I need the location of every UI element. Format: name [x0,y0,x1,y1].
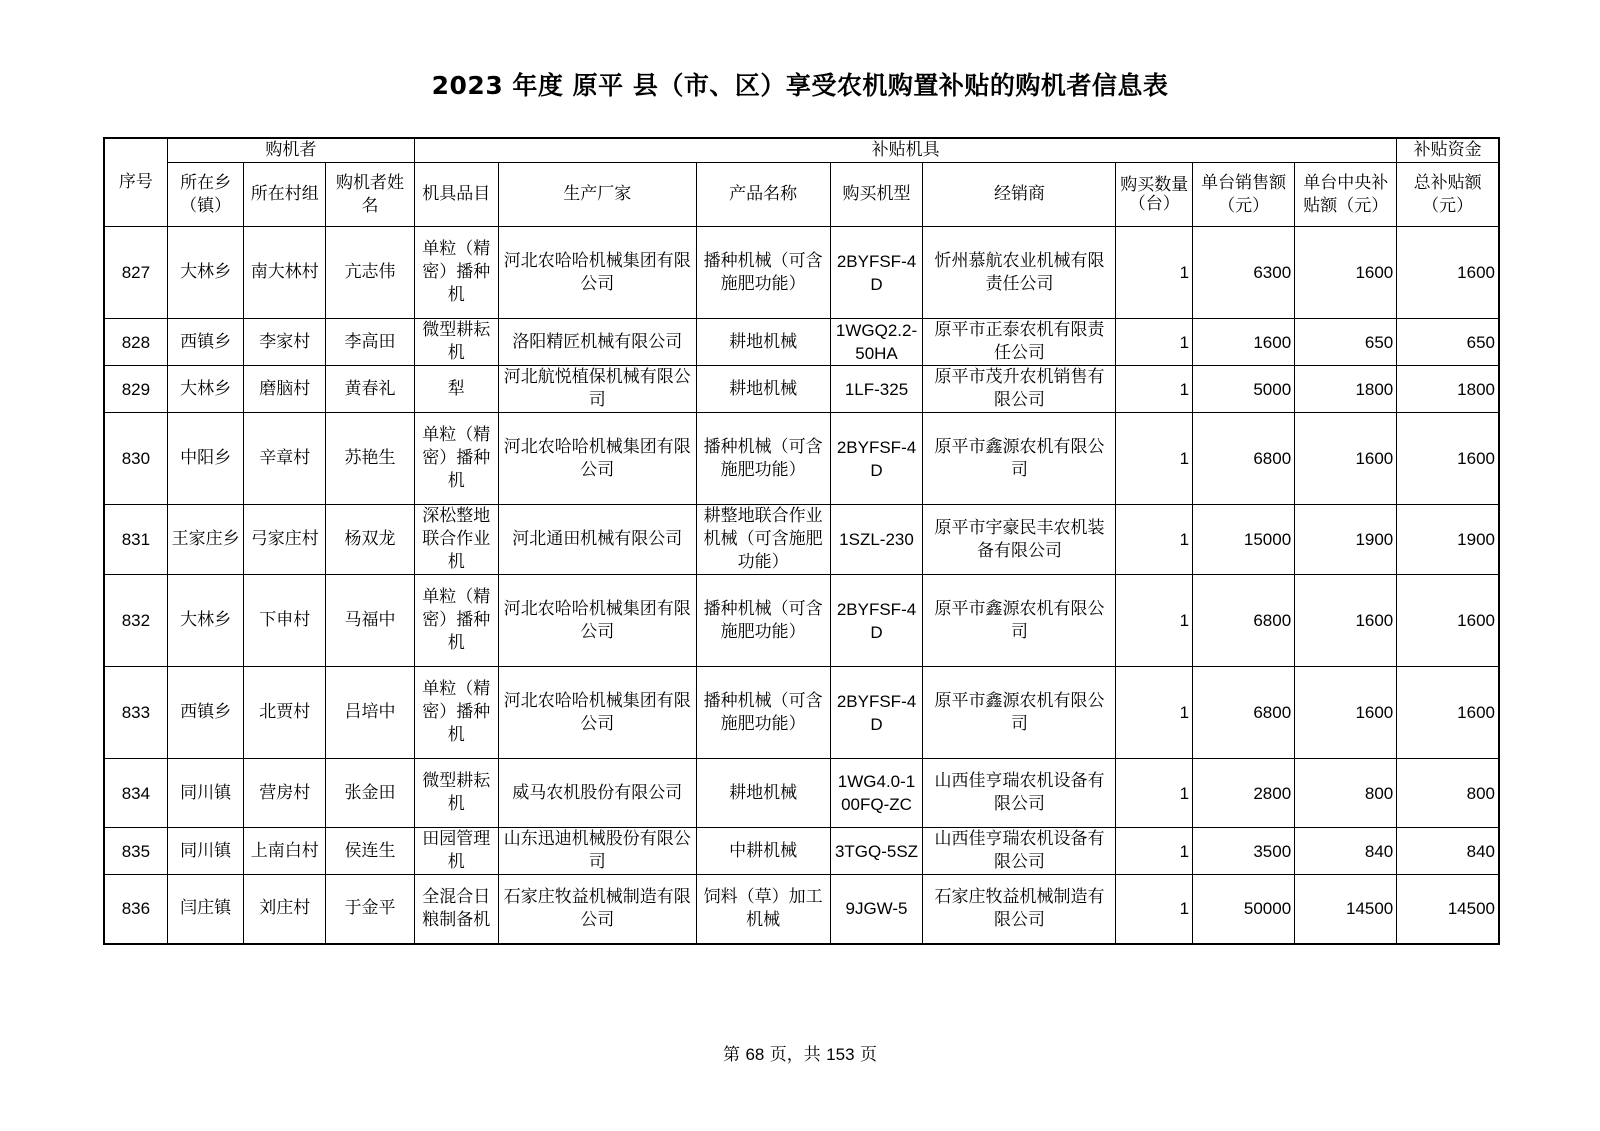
cell-price: 6800 [1193,667,1295,759]
table-row [104,227,1499,319]
cell-township: 大林乡 [167,366,244,413]
cell-price: 5000 [1193,366,1295,413]
table-row [104,828,1499,875]
cell-total: 650 [1397,319,1499,366]
table-row [104,875,1499,944]
cell-dealer: 原平市鑫源农机有限公司 [923,413,1116,505]
cell-seq: 831 [104,505,167,575]
table-row [104,413,1499,505]
cell-central: 840 [1295,828,1397,875]
cell-category: 单粒（精密）播种机 [414,413,498,505]
table-row [104,319,1499,366]
header-seq: 序号 [104,138,167,227]
cell-category: 微型耕耘机 [414,319,498,366]
cell-product: 耕地机械 [696,759,830,828]
cell-seq: 829 [104,366,167,413]
table-row [104,505,1499,575]
cell-name: 苏艳生 [326,413,415,505]
cell-model: 1SZL-230 [830,505,923,575]
header-group-buyer: 购机者 [167,138,414,163]
cell-qty: 1 [1116,875,1193,944]
cell-seq: 835 [104,828,167,875]
cell-manufacturer: 河北航悦植保机械有限公司 [498,366,696,413]
cell-qty: 1 [1116,227,1193,319]
cell-qty: 1 [1116,575,1193,667]
cell-township: 大林乡 [167,575,244,667]
cell-manufacturer: 威马农机股份有限公司 [498,759,696,828]
cell-total: 1900 [1397,505,1499,575]
header-central: 单台中央补贴额（元） [1295,163,1397,227]
cell-central: 1900 [1295,505,1397,575]
cell-total: 840 [1397,828,1499,875]
cell-central: 1600 [1295,575,1397,667]
cell-product: 耕地机械 [696,366,830,413]
cell-name: 于金平 [326,875,415,944]
cell-dealer: 忻州慕航农业机械有限责任公司 [923,227,1116,319]
cell-seq: 836 [104,875,167,944]
header-dealer: 经销商 [923,163,1116,227]
cell-category: 全混合日粮制备机 [414,875,498,944]
cell-name: 侯连生 [326,828,415,875]
cell-category: 单粒（精密）播种机 [414,667,498,759]
cell-central: 650 [1295,319,1397,366]
cell-seq: 832 [104,575,167,667]
cell-product: 播种机械（可含施肥功能） [696,667,830,759]
cell-model: 1WGQ2.2-50HA [830,319,923,366]
cell-manufacturer: 石家庄牧益机械制造有限公司 [498,875,696,944]
cell-name: 吕培中 [326,667,415,759]
cell-central: 1600 [1295,667,1397,759]
cell-qty: 1 [1116,505,1193,575]
cell-total: 1600 [1397,667,1499,759]
cell-price: 3500 [1193,828,1295,875]
cell-price: 50000 [1193,875,1295,944]
cell-price: 15000 [1193,505,1295,575]
cell-seq: 833 [104,667,167,759]
cell-village: 上南白村 [244,828,326,875]
cell-price: 1600 [1193,319,1295,366]
cell-product: 播种机械（可含施肥功能） [696,227,830,319]
cell-model: 2BYFSF-4D [830,413,923,505]
header-group-funds: 补贴资金 [1397,138,1499,163]
cell-central: 800 [1295,759,1397,828]
cell-total: 1600 [1397,575,1499,667]
cell-price: 2800 [1193,759,1295,828]
cell-dealer: 原平市鑫源农机有限公司 [923,667,1116,759]
cell-qty: 1 [1116,667,1193,759]
cell-qty: 1 [1116,366,1193,413]
cell-village: 磨脑村 [244,366,326,413]
cell-name: 亢志伟 [326,227,415,319]
page-title: 2023 年度 原平 县（市、区）享受农机购置补贴的购机者信息表 [431,71,1169,100]
cell-township: 西镇乡 [167,319,244,366]
cell-dealer: 原平市正泰农机有限责任公司 [923,319,1116,366]
cell-model: 1LF-325 [830,366,923,413]
cell-qty: 1 [1116,319,1193,366]
cell-category: 微型耕耘机 [414,759,498,828]
header-model: 购买机型 [830,163,923,227]
cell-dealer: 原平市茂升农机销售有限公司 [923,366,1116,413]
cell-township: 同川镇 [167,759,244,828]
subsidy-table [103,137,1500,945]
table-body [104,227,1499,944]
cell-total: 800 [1397,759,1499,828]
cell-category: 深松整地联合作业机 [414,505,498,575]
cell-manufacturer: 河北农哈哈机械集团有限公司 [498,227,696,319]
cell-qty: 1 [1116,828,1193,875]
cell-product: 中耕机械 [696,828,830,875]
cell-product: 播种机械（可含施肥功能） [696,575,830,667]
cell-township: 闫庄镇 [167,875,244,944]
cell-product: 耕地机械 [696,319,830,366]
header-group-row [104,138,1499,163]
cell-model: 1WG4.0-100FQ-ZC [830,759,923,828]
cell-dealer: 石家庄牧益机械制造有限公司 [923,875,1116,944]
table-row [104,366,1499,413]
cell-category: 单粒（精密）播种机 [414,227,498,319]
cell-village: 南大林村 [244,227,326,319]
cell-dealer: 山西佳亨瑞农机设备有限公司 [923,828,1116,875]
cell-township: 王家庄乡 [167,505,244,575]
cell-village: 营房村 [244,759,326,828]
footer-total-pages: 153 [826,1045,855,1064]
cell-manufacturer: 山东迅迪机械股份有限公司 [498,828,696,875]
header-name: 购机者姓名 [326,163,415,227]
footer-prefix: 第 [723,1045,741,1065]
table-row [104,759,1499,828]
cell-manufacturer: 河北通田机械有限公司 [498,505,696,575]
header-manufacturer: 生产厂家 [498,163,696,227]
cell-model: 3TGQ-5SZ [830,828,923,875]
header-group-equipment: 补贴机具 [414,138,1396,163]
cell-manufacturer: 河北农哈哈机械集团有限公司 [498,667,696,759]
cell-category: 犁 [414,366,498,413]
cell-village: 弓家庄村 [244,505,326,575]
cell-price: 6300 [1193,227,1295,319]
cell-total: 1600 [1397,227,1499,319]
cell-seq: 827 [104,227,167,319]
cell-township: 中阳乡 [167,413,244,505]
footer-suffix: 页 [859,1045,877,1065]
table-row [104,667,1499,759]
cell-dealer: 原平市宇豪民丰农机装备有限公司 [923,505,1116,575]
cell-township: 西镇乡 [167,667,244,759]
cell-seq: 830 [104,413,167,505]
cell-village: 辛章村 [244,413,326,505]
cell-manufacturer: 河北农哈哈机械集团有限公司 [498,413,696,505]
cell-category: 田园管理机 [414,828,498,875]
cell-qty: 1 [1116,759,1193,828]
header-price: 单台销售额（元） [1193,163,1295,227]
header-category: 机具品目 [414,163,498,227]
cell-total: 14500 [1397,875,1499,944]
footer-middle: 页，共 [769,1045,821,1065]
cell-dealer: 原平市鑫源农机有限公司 [923,575,1116,667]
cell-village: 北贾村 [244,667,326,759]
cell-product: 播种机械（可含施肥功能） [696,413,830,505]
header-column-row [104,163,1499,227]
cell-name: 黄春礼 [326,366,415,413]
cell-seq: 834 [104,759,167,828]
cell-model: 2BYFSF-4D [830,227,923,319]
footer-page-number: 68 [745,1045,765,1064]
cell-dealer: 山西佳亨瑞农机设备有限公司 [923,759,1116,828]
cell-central: 1800 [1295,366,1397,413]
cell-name: 李高田 [326,319,415,366]
cell-central: 14500 [1295,875,1397,944]
cell-township: 同川镇 [167,828,244,875]
cell-village: 刘庄村 [244,875,326,944]
cell-qty: 1 [1116,413,1193,505]
header-village: 所在村组 [244,163,326,227]
header-qty: 购买数量（台） [1116,163,1193,227]
cell-price: 6800 [1193,575,1295,667]
cell-village: 下申村 [244,575,326,667]
cell-township: 大林乡 [167,227,244,319]
cell-village: 李家村 [244,319,326,366]
cell-product: 饲料（草）加工机械 [696,875,830,944]
cell-central: 1600 [1295,413,1397,505]
cell-seq: 828 [104,319,167,366]
cell-price: 6800 [1193,413,1295,505]
cell-name: 马福中 [326,575,415,667]
cell-manufacturer: 河北农哈哈机械集团有限公司 [498,575,696,667]
cell-total: 1600 [1397,413,1499,505]
header-total: 总补贴额（元） [1397,163,1499,227]
page-footer [0,1040,1600,1065]
header-township: 所在乡（镇） [167,163,244,227]
table-row [104,575,1499,667]
cell-product: 耕整地联合作业机械（可含施肥功能） [696,505,830,575]
cell-total: 1800 [1397,366,1499,413]
cell-model: 9JGW-5 [830,875,923,944]
cell-central: 1600 [1295,227,1397,319]
cell-category: 单粒（精密）播种机 [414,575,498,667]
cell-name: 杨双龙 [326,505,415,575]
cell-manufacturer: 洛阳精匠机械有限公司 [498,319,696,366]
cell-name: 张金田 [326,759,415,828]
cell-model: 2BYFSF-4D [830,667,923,759]
cell-model: 2BYFSF-4D [830,575,923,667]
header-product: 产品名称 [696,163,830,227]
